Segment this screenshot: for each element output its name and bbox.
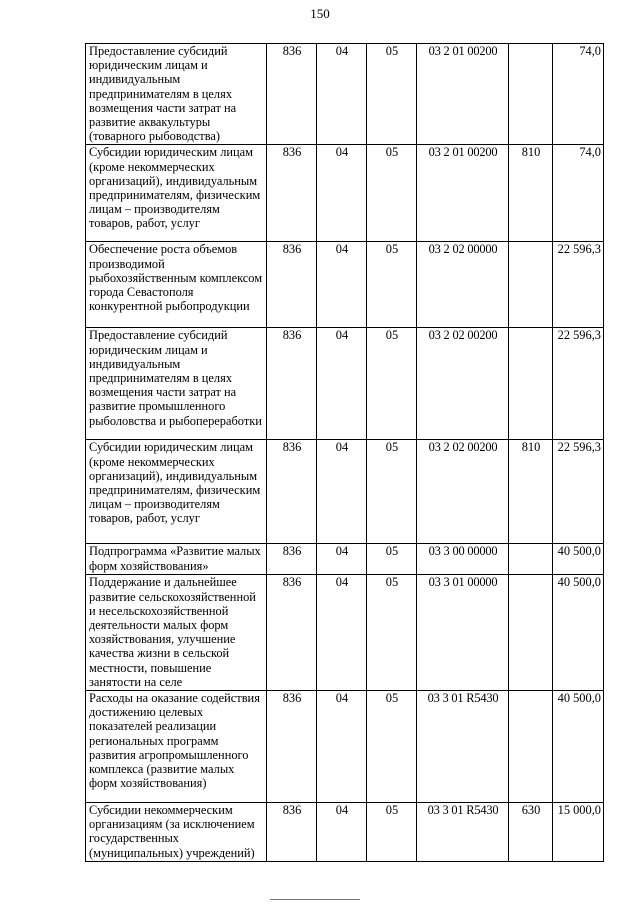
row-section: 04 (317, 803, 367, 862)
table-row (86, 803, 604, 862)
row-subsection: 05 (367, 242, 417, 328)
page-edge-mark (270, 899, 360, 902)
row-code: 836 (267, 691, 317, 803)
row-code: 836 (267, 328, 317, 440)
row-type (509, 691, 553, 803)
table-row (86, 328, 604, 440)
row-amount: 40 500,0 (553, 575, 604, 691)
row-name: Предоставление субсидий юридическим лицам и индивидуальным предпринимателям в целях возмещения части затрат на развитие аквакультуры (товарного рыбоводства) (86, 44, 267, 145)
row-target: 03 3 01 R5430 (417, 691, 509, 803)
budget-table (85, 43, 604, 862)
row-code: 836 (267, 803, 317, 862)
row-code: 836 (267, 145, 317, 242)
row-amount: 40 500,0 (553, 544, 604, 575)
row-name: Субсидии юридическим лицам (кроме некоммерческих организаций), индивидуальным предпринимателям, физическим лицам – производителям товаров, работ, услуг (86, 440, 267, 544)
table-row (86, 145, 604, 242)
row-type: 810 (509, 145, 553, 242)
row-name: Поддержание и дальнейшее развитие сельскохозяйственной и несельскохозяйственной деятельности малых форм хозяйствования, улучшение качества жизни в сельской местности, повышение занятости на селе (86, 575, 267, 691)
row-target: 03 3 01 R5430 (417, 803, 509, 862)
row-target: 03 2 01 00200 (417, 44, 509, 145)
row-target: 03 3 01 00000 (417, 575, 509, 691)
row-section: 04 (317, 691, 367, 803)
page-number: 150 (310, 6, 330, 21)
row-type: 630 (509, 803, 553, 862)
row-subsection: 05 (367, 691, 417, 803)
row-code: 836 (267, 242, 317, 328)
row-name: Расходы на оказание содействия достижению целевых показателей реализации региональных программ развития агропромышленного комплекса (развитие малых форм хозяйствования) (86, 691, 267, 803)
row-name: Субсидии юридическим лицам (кроме некоммерческих организаций), индивидуальным предпринимателям, физическим лицам – производителям товаров, работ, услуг (86, 145, 267, 242)
row-type (509, 328, 553, 440)
row-subsection: 05 (367, 575, 417, 691)
row-section: 04 (317, 544, 367, 575)
row-amount: 74,0 (553, 44, 604, 145)
table-row (86, 691, 604, 803)
row-subsection: 05 (367, 328, 417, 440)
row-amount: 22 596,3 (553, 328, 604, 440)
row-section: 04 (317, 145, 367, 242)
row-code: 836 (267, 575, 317, 691)
row-type (509, 44, 553, 145)
row-code: 836 (267, 44, 317, 145)
row-code: 836 (267, 544, 317, 575)
row-type: 810 (509, 440, 553, 544)
row-target: 03 3 00 00000 (417, 544, 509, 575)
row-amount: 74,0 (553, 145, 604, 242)
row-subsection: 05 (367, 145, 417, 242)
row-amount: 15 000,0 (553, 803, 604, 862)
row-subsection: 05 (367, 440, 417, 544)
row-section: 04 (317, 575, 367, 691)
row-section: 04 (317, 242, 367, 328)
row-target: 03 2 02 00200 (417, 440, 509, 544)
row-type (509, 242, 553, 328)
row-name: Предоставление субсидий юридическим лицам и индивидуальным предпринимателям в целях возмещения части затрат на развитие промышленного рыболовства и рыбопереработки (86, 328, 267, 440)
row-name: Субсидии некоммерческим организациям (за исключением государственных (муниципальных) учреждений) (86, 803, 267, 862)
row-section: 04 (317, 328, 367, 440)
row-subsection: 05 (367, 44, 417, 145)
row-section: 04 (317, 440, 367, 544)
table-row (86, 575, 604, 691)
row-section: 04 (317, 44, 367, 145)
row-target: 03 2 01 00200 (417, 145, 509, 242)
table-row (86, 242, 604, 328)
row-code: 836 (267, 440, 317, 544)
row-name: Подпрограмма «Развитие малых форм хозяйствования» (86, 544, 267, 575)
row-amount: 22 596,3 (553, 440, 604, 544)
table-row (86, 544, 604, 575)
table-row (86, 440, 604, 544)
row-target: 03 2 02 00200 (417, 328, 509, 440)
row-subsection: 05 (367, 803, 417, 862)
row-target: 03 2 02 00000 (417, 242, 509, 328)
row-subsection: 05 (367, 544, 417, 575)
table-row (86, 44, 604, 145)
row-type (509, 575, 553, 691)
row-type (509, 544, 553, 575)
row-amount: 40 500,0 (553, 691, 604, 803)
row-name: Обеспечение роста объемов производимой рыбохозяйственным комплексом города Севастополя конкурентной рыбопродукции (86, 242, 267, 328)
row-amount: 22 596,3 (553, 242, 604, 328)
